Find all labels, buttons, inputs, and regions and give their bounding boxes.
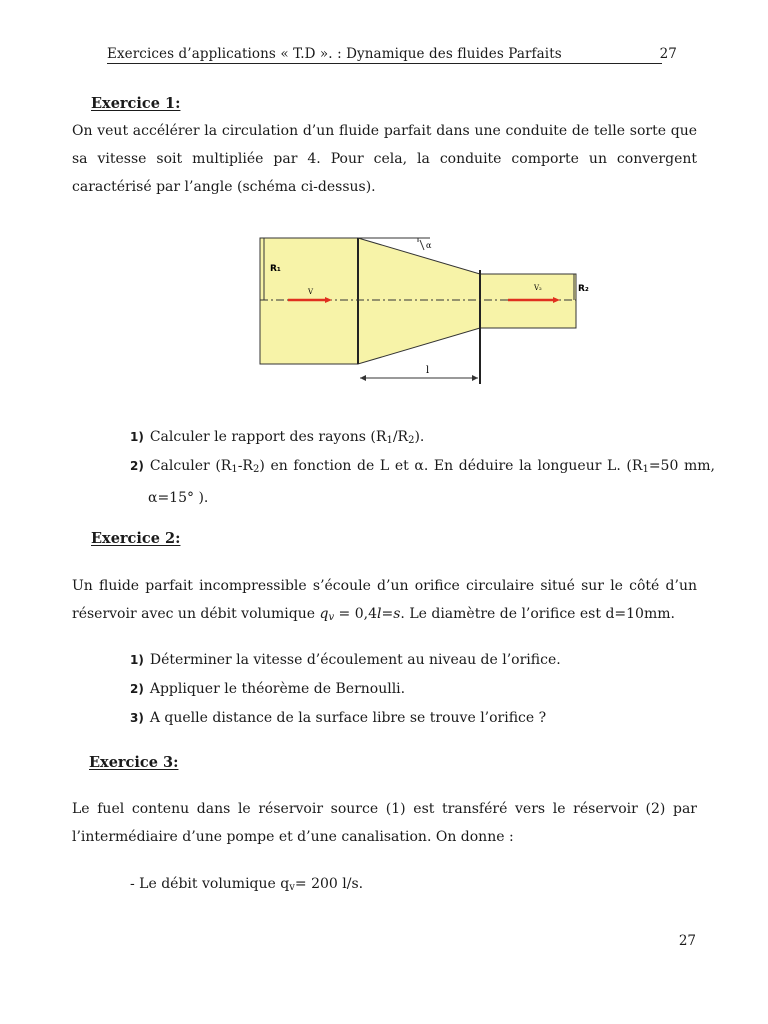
angle-pointer	[420, 240, 424, 250]
length-arrow-left	[360, 375, 366, 381]
exercise-3-intro: Le fuel contenu dans le réservoir source (1) est transféré vers le réservoir (2) par l’intermédiaire d’une pompe et d’une canalisation. On donne :	[72, 801, 697, 845]
length-arrow-right	[472, 375, 478, 381]
question-number: 1)	[130, 430, 144, 444]
header-page-number: 27	[659, 46, 677, 62]
header-title: Exercices d’applications « T.D ». : Dynamique des fluides Parfaits	[107, 46, 562, 62]
label-v1: V	[308, 288, 314, 296]
question-number: 1)	[130, 653, 144, 667]
exercise-1-question-1: 1) Calculer le rapport des rayons $(R_1/R_2)$.	[130, 429, 425, 446]
exercise-2-question-2: 2) Appliquer le théorème de Bernoulli.	[130, 681, 406, 697]
exercise-3-title: Exercice 3:	[89, 754, 179, 771]
exercise-1-intro: On veut accélérer la circulation d’un fluide parfait dans une conduite de telle sorte que sa vitesse soit multipliée par 4. Pour cela, la conduite comporte un convergent caractérisé par l’angle (schéma ci-dessus).	[72, 123, 697, 195]
label-r2: R₂	[578, 284, 589, 294]
question-number: 3)	[130, 711, 144, 725]
exercise-2-title: Exercice 2:	[91, 530, 181, 547]
label-length: l	[426, 365, 430, 376]
pipe-convergent	[358, 238, 480, 364]
question-number: 2)	[130, 459, 144, 473]
label-r1: R₁	[270, 264, 281, 274]
exercise-1-title: Exercice 1:	[91, 95, 181, 112]
convergent-pipe-diagram	[250, 226, 590, 388]
footer-page-number: 27	[678, 933, 696, 949]
question-number: 2)	[130, 682, 144, 696]
exercise-2-intro: Un fluide parfait incompressible s’écoule d’un orifice circulaire situé sur le côté d’un réservoir avec un débit volumique $q_v = 0,4l=s$. Le diamètre de l’orifice est d=10mm.	[72, 578, 697, 623]
label-v2: V₂	[534, 284, 542, 292]
exercise-2-question-1: 1) Déterminer la vitesse d’écoulement au niveau de l’orifice.	[130, 652, 561, 668]
exercise-2-question-3: 3) A quelle distance de la surface libre se trouve l’orifice ?	[130, 710, 547, 726]
label-angle: α	[426, 241, 432, 250]
exercise-1-question-2: 2) Calculer $(R_1-R_2)$ en fonction de L et α. En déduire la longueur L. ($R_1=50$ mm, α=15° ).	[130, 458, 715, 506]
exercise-3-given-flow: - Le débit volumique $q_v= 200$ l/s.	[130, 876, 364, 893]
page-header	[107, 46, 677, 62]
header-rule	[107, 63, 662, 64]
